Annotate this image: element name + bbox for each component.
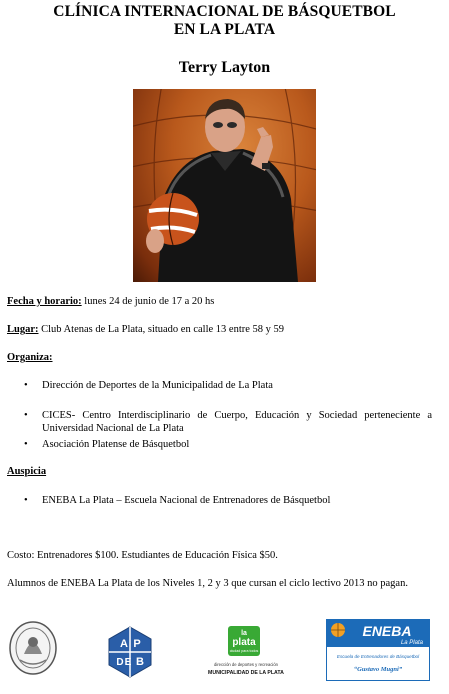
note-line: Alumnos de ENEBA La Plata de los Niveles 1, 2 y 3 que cursan el ciclo lectivo 2013 no pagan. — [7, 578, 408, 589]
bullet-icon: • — [24, 495, 28, 506]
speaker-photo — [133, 89, 316, 282]
apdeb-letter-a: A — [120, 638, 128, 650]
organiza-label: Organiza: — [7, 352, 53, 363]
apdeb-letter-d: D — [116, 657, 124, 668]
organiza-heading — [7, 351, 53, 364]
venue-label: Lugar: — [7, 324, 39, 335]
apdeb-letter-b: B — [136, 656, 144, 668]
eneba-city: La Plata — [400, 640, 423, 646]
auspicia-item-1: ENEBA La Plata – Escuela Nacional de Entrenadores de Básquetbol — [42, 495, 331, 506]
organiza-item-2: CICES- Centro Interdisciplinario de Cuerpo, Educación y Sociedad perteneciente a Universidad Nacional de La Plata — [42, 410, 432, 434]
muni-badge-sub: ciudad para todos — [229, 649, 259, 653]
auspicia-label: Auspicia — [7, 466, 47, 477]
organiza-item-3: Asociación Platense de Básquetbol — [42, 439, 190, 450]
bullet-icon: • — [24, 439, 28, 450]
apdeb-logo — [108, 626, 152, 678]
organiza-item-1: Dirección de Deportes de la Municipalidad de La Plata — [42, 380, 273, 391]
sponsor-logos — [0, 616, 449, 694]
eneba-subtitle: Escuela de Entrenadores de Básquetbol — [336, 654, 420, 659]
eneba-title: ENEBA — [362, 623, 412, 639]
apdeb-letter-e: E — [124, 657, 132, 668]
muni-badge-main: plata — [232, 637, 256, 648]
apdeb-letter-p: P — [133, 638, 141, 650]
schedule-line — [7, 295, 437, 308]
muni-line1: dirección de deportes y recreación — [213, 662, 279, 667]
speaker-name: Terry Layton — [178, 59, 271, 76]
eneba-logo — [326, 619, 430, 681]
eneba-quote: “Gustavo Mugni” — [353, 666, 403, 673]
cost-line: Costo: Entrenadores $100. Estudiantes de Educación Física $50. — [7, 550, 278, 561]
muni-badge-top: la — [241, 630, 247, 637]
bullet-icon: • — [24, 380, 28, 391]
venue-line — [7, 323, 437, 336]
municipalidad-logo — [200, 626, 296, 684]
venue-value: Club Atenas de La Plata, situado en calle 13 entre 58 y 59 — [38, 324, 285, 335]
university-seal-logo — [8, 620, 58, 676]
schedule-label: Fecha y horario: — [7, 296, 82, 307]
auspicia-heading — [7, 465, 46, 478]
page-title-line1: CLÍNICA INTERNACIONAL DE BÁSQUETBOL — [53, 3, 396, 20]
muni-line2: MUNICIPALIDAD DE LA PLATA — [208, 670, 284, 676]
schedule-value: lunes 24 de junio de 17 a 20 hs — [81, 296, 215, 307]
page-title-line2: EN LA PLATA — [173, 21, 276, 38]
bullet-icon: • — [24, 410, 28, 421]
